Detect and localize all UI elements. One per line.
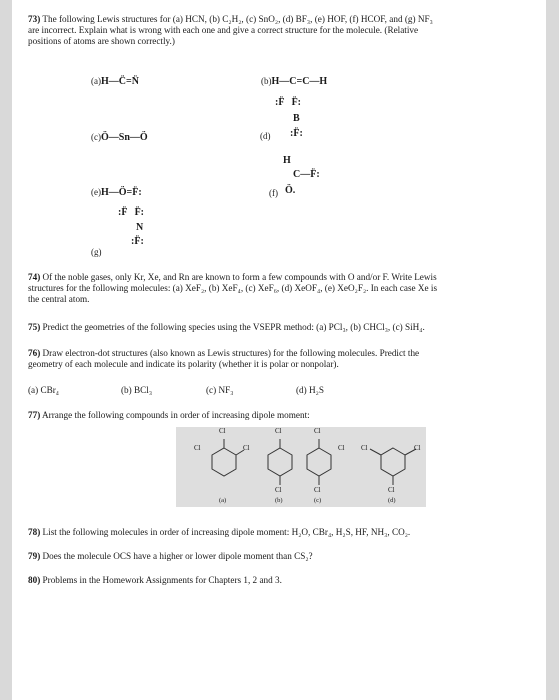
q76-option-a: (a) CBr₄ bbox=[28, 385, 60, 395]
question-75: 75) Predict the geometries of the following species using the VSEPR method: (a) PCl₃, (b) CHCl₃, (c) SiH₄. bbox=[28, 322, 425, 332]
q76-option-d: (d) H₂S bbox=[296, 385, 324, 395]
cl-label: Cl bbox=[194, 444, 201, 452]
question-79: 79) Does the molecule OCS have a higher or lower dipole moment than CS₂? bbox=[28, 551, 313, 561]
cl-label: Cl bbox=[243, 444, 250, 452]
cl-label: Cl bbox=[275, 486, 282, 494]
benzene-rings bbox=[176, 427, 426, 507]
benzene-ring-b bbox=[268, 448, 292, 476]
question-80: 80) Problems in the Homework Assignments for Chapters 1, 2 and 3. bbox=[28, 575, 282, 585]
question-78: 78) List the following molecules in order of increasing dipole moment: H₂O, CBr₄, H₂S, HF, NH₃, CO₂. bbox=[28, 527, 411, 537]
cl-label: Cl bbox=[388, 486, 395, 494]
structure-d: (d) :F̈ F̈: B :F̈: bbox=[260, 97, 303, 141]
benzene-ring-a bbox=[212, 448, 236, 476]
cl-label: Cl bbox=[314, 486, 321, 494]
benzene-ring-d bbox=[381, 448, 405, 476]
structure-g: (g) :F̈ F̈: N :F̈: bbox=[91, 207, 145, 257]
q76-option-b: (b) BCl₃ bbox=[121, 385, 153, 395]
structure-c: (c)Ö—Sn—Ö bbox=[91, 132, 148, 143]
question-77: 77) Arrange the following compounds in order of increasing dipole moment: bbox=[28, 410, 310, 420]
cl-label: Cl bbox=[219, 427, 226, 435]
structure-f: (f) H C—F̈: Ö. bbox=[269, 155, 320, 198]
chlorobenzene-figure bbox=[176, 427, 426, 507]
compound-label-b: (b) bbox=[275, 497, 283, 504]
structure-e: (e)H—Ö=F̈: bbox=[91, 187, 142, 198]
compound-label-a: (a) bbox=[219, 497, 227, 504]
compound-label-d: (d) bbox=[388, 497, 396, 504]
benzene-ring-c bbox=[307, 448, 331, 476]
question-74: 74) Of the noble gases, only Kr, Xe, and Rn are known to form a few compounds with O and/or F. Write Lewis structures for the following molecules: (a) XeF₂, (b) XeF₄, (c) XeF₆, (d) XeOF₄, (e) XeO₂F₂. In each case Xe is the central atom. bbox=[28, 272, 438, 305]
cl-label: Cl bbox=[275, 427, 282, 435]
q76-option-c: (c) NF₃ bbox=[206, 385, 234, 395]
cl-label: Cl bbox=[314, 427, 321, 435]
cl-label: Cl bbox=[414, 444, 421, 452]
question-76: 76) Draw electron-dot structures (also known as Lewis structures) for the following molecules. Predict the geometry of each molecule and indicate its polarity (whether it is polar or nonpolar). bbox=[28, 348, 420, 370]
structure-b: (b)H—C=C—H bbox=[261, 76, 328, 87]
structure-a: (a)H—C̈=N̈ bbox=[91, 76, 139, 87]
document-page bbox=[12, 0, 546, 700]
cl-label: Cl bbox=[361, 444, 368, 452]
cl-label: Cl bbox=[338, 444, 345, 452]
compound-label-c: (c) bbox=[314, 497, 322, 504]
question-73: 73) The following Lewis structures for (a) HCN, (b) C₂H₂, (c) SnO₂, (d) BF₃, (e) HOF, (f) HCOF, and (g) NF₃ are incorrect. Explain what is wrong with each one and give a correct structure for the molecule. (Relative positions of atoms are shown correctly.) bbox=[28, 14, 433, 47]
